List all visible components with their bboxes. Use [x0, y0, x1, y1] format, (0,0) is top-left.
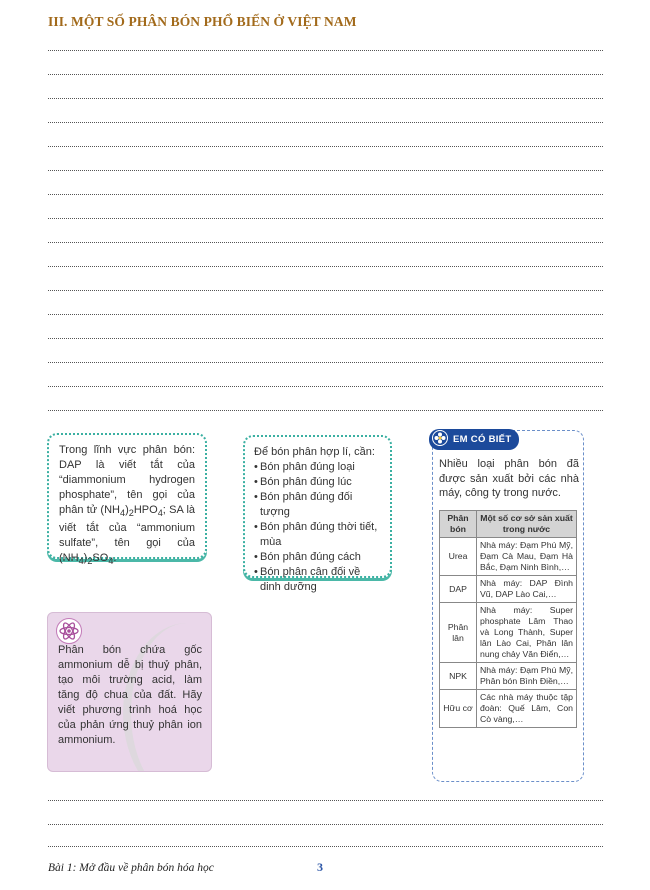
table-row: [440, 576, 577, 603]
rules-item: • Bón phân đúng loại: [254, 460, 381, 475]
table-row: [440, 538, 577, 576]
page-number: 3: [317, 860, 323, 874]
rules-item: • Bón phân cân đối về dinh dưỡng: [254, 565, 381, 595]
footer-lesson-title: Bài 1: Mở đầu về phân bón hóa học: [48, 862, 214, 874]
subscript: 4: [108, 556, 114, 567]
answer-line: [48, 50, 603, 51]
fertilizer-name: Hữu cơ: [440, 690, 477, 728]
answer-line: [48, 266, 603, 267]
rules-item: • Bón phân đúng lúc: [254, 475, 381, 490]
rules-item: • Bón phân đúng thời tiết, mùa: [254, 520, 381, 550]
section-title: III. MỘT SỐ PHÂN BÓN PHỔ BIẾN Ở VIỆT NAM: [48, 14, 357, 29]
table-row: [440, 603, 577, 663]
subscript: 4: [157, 508, 163, 519]
answer-line: [48, 800, 603, 801]
table-row: [440, 690, 577, 728]
answer-line: [48, 846, 603, 847]
atom-icon: [56, 618, 82, 644]
rules-list: [254, 460, 381, 595]
answer-line: [48, 410, 603, 411]
table-header-cell: Một số cơ sở sản xuất trong nước: [477, 511, 577, 538]
answer-line: [48, 194, 603, 195]
answer-line: [48, 242, 603, 243]
fertilizer-name: NPK: [440, 663, 477, 690]
producer-list: Nhà máy: Đạm Phú Mỹ, Đạm Cà Mau, Đạm Hà Bắc, Đạm Ninh Bình,…: [477, 538, 577, 576]
subscript: 2: [128, 508, 134, 519]
producer-list: Nhà máy: Super phosphate Lâm Thao và Long Thành, Super lân Lào Cai, Phân lân nung chảy Văn Điển,…: [477, 603, 577, 663]
dap-definition-box: [47, 433, 207, 567]
table-row: [440, 663, 577, 690]
answer-line: [48, 362, 603, 363]
subscript: 4: [78, 556, 84, 567]
subscript: 2: [87, 556, 93, 567]
fertilizer-name: DAP: [440, 576, 477, 603]
answer-line: [48, 74, 603, 75]
dap-text: Trong lĩnh vực phân bón: DAP là viết tắt của “diammonium hydrogen phosphate”, tên gọi của phân tử (NH: [59, 444, 195, 516]
producer-list: Các nhà máy thuộc tập đoàn: Quế Lâm, Con Cò vàng,…: [477, 690, 577, 728]
answer-line: [48, 386, 603, 387]
rules-heading: Để bón phân hợp lí, cần:: [254, 446, 375, 458]
dap-text: HPO: [133, 504, 158, 516]
table-header-row: [440, 511, 577, 538]
table-header-cell: Phân bón: [440, 511, 477, 538]
rules-item: • Bón phân đúng đối tượng: [254, 490, 381, 520]
info-intro: Nhiều loại phân bón đã được sản xuất bởi các nhà máy, công ty trong nước.: [439, 458, 579, 499]
question-text: Phân bón chứa gốc ammonium dễ bị thuỷ phân, tạo môi trường acid, làm tăng độ chua của đất. Hãy viết phương trình hoá học của phản ứng thuỷ phân ion ammonium.: [58, 644, 202, 746]
dap-text: ): [125, 504, 129, 516]
answer-line: [48, 218, 603, 219]
fertilizer-producers-table: [439, 510, 577, 728]
answer-line: [48, 824, 603, 825]
subscript: 4: [119, 508, 126, 519]
dap-text: SO: [92, 552, 109, 565]
fertilizer-name: Phân lân: [440, 603, 477, 663]
answer-line: [48, 338, 603, 339]
fertilizing-rules-box: [243, 435, 392, 593]
flower-badge-icon: [432, 430, 448, 446]
fertilizer-name: Urea: [440, 538, 477, 576]
answer-line: [48, 170, 603, 171]
did-you-know-box: [432, 430, 584, 782]
answer-line: [48, 314, 603, 315]
rules-item: • Bón phân đúng cách: [254, 550, 381, 565]
answer-line: [48, 98, 603, 99]
producer-list: Nhà máy: Đạm Phú Mỹ, Phân bón Bình Điền,…: [477, 663, 577, 690]
dap-text: ): [83, 552, 88, 565]
did-you-know-badge: [429, 429, 519, 450]
dap-text: .: [113, 552, 117, 565]
answer-line: [48, 290, 603, 291]
producer-list: Nhà máy: DAP Đình Vũ, DAP Lào Cai,…: [477, 576, 577, 603]
answer-line: [48, 146, 603, 147]
answer-line: [48, 122, 603, 123]
badge-label: EM CÓ BIẾT: [453, 434, 512, 445]
dap-text: ; SA là viết tắt của “ammonium sulfate”, tên gọi của (NH: [59, 504, 195, 565]
